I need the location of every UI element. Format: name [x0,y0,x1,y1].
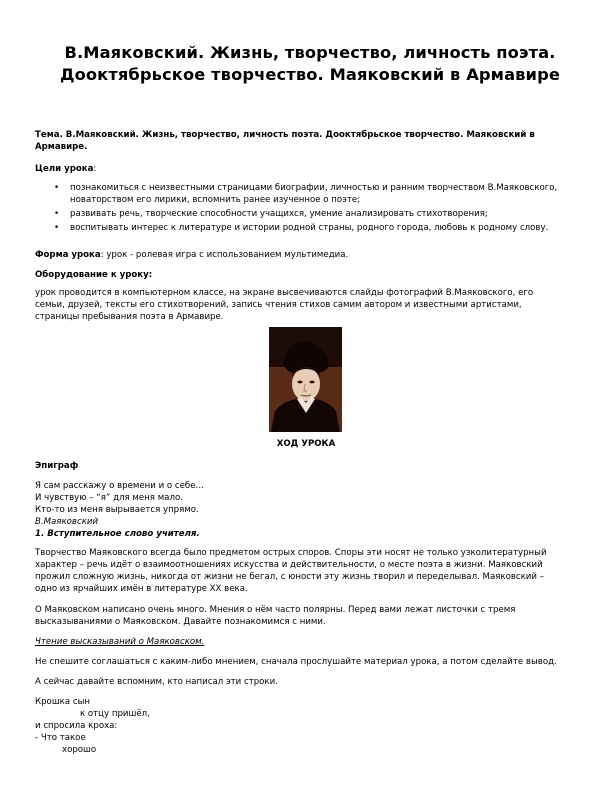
reading-quotes-link[interactable]: Чтение высказываний о Маяковском. [35,637,205,647]
opinions-paragraph: О Маяковском написано очень много. Мнения о нём часто полярны. Перед вами лежат листочки с тремя высказываниями о Маяковском. Давайте познакомимся с ними. [35,605,516,627]
recall-paragraph: А сейчас давайте вспомним, кто написал эти строки. [35,677,278,687]
intro-step-heading: 1. Вступительное слово учителя. [35,529,200,539]
equipment-heading: Оборудование к уроку: [35,270,153,280]
bullet-icon: • [54,209,60,219]
poem-line: хорошо [62,745,97,755]
bullet-icon: • [54,223,60,233]
epigraph-line: Кто-то из меня вырывается упрямо. [35,505,199,515]
poem-line: к отцу пришёл, [80,709,150,719]
goal-item: • познакомиться с неизвестными страницами биографии, личностью и ранним творчеством В.Маяковского, новаторством его лирики, вспомнить ранее изученное о поэте; [54,183,558,205]
poem-line: - Что такое [35,733,86,743]
epigraph-quote [35,480,580,540]
topic-line-1: Тема. В.Маяковский. Жизнь, творчество, личность поэта. Дооктябрьское творчество. Маяковский в [35,130,535,140]
goals-list [35,182,580,236]
poem-line: Крошка сын [35,697,90,707]
lesson-progress-heading: ХОД УРОКА [276,439,336,449]
topic-paragraph [35,129,580,153]
goal-item: • воспитывать интерес к литературе и истории родной страны, родного города, любовь к родному слову. [54,223,549,233]
epigraph-heading: Эпиграф [35,461,79,471]
lesson-form: Форма урока: урок - ролевая игра с использованием мультимедиа. [35,250,349,260]
advice-paragraph: Не спешите соглашаться с каким-либо мнением, сначала прослушайте материал урока, а потом сделайте вывод. [35,657,557,667]
goals-heading: Цели урока: [35,164,97,174]
epigraph-line: Я сам расскажу о времени и о себе… [35,481,205,491]
topic-line-2: Армавире. [35,142,88,152]
title-line-1: В.Маяковский. Жизнь, творчество, личность поэта. [64,43,556,62]
poem-excerpt [35,696,580,756]
epigraph-author: В.Маяковский [35,517,99,527]
goal-item: • развивать речь, творческие способности учащихся, умение анализировать стихотворения; [54,209,488,219]
poem-line: и спросила кроха: [35,721,118,731]
title-line-2: Дооктябрьское творчество. Маяковский в Армавире [60,65,560,84]
epigraph-line: И чувствую – “я” для меня мало. [35,493,183,503]
page-title [40,42,580,86]
intro-paragraph: Творчество Маяковского всегда было предметом острых споров. Споры эти носят не только узколитературный характер – речь идёт о взаимоотношениях искусства и действительности, о месте поэта в жизни. Маяковский прожил сложную жизнь, никогда от жизни не бегал, с юности эту жизнь творил и переделывал. Маяковский – одно из ярчайших имён в литературе XX века. [35,548,547,594]
equipment-paragraph: урок проводится в компьютерном классе, на экране высвечиваются слайды фотографий В.Маяковского, его семьи, друзей, тексты его стихотворений, запись чтения стихов самим автором и известными артистами, страницы пребывания поэта в Армавире. [35,288,534,322]
bullet-icon: • [54,183,60,193]
poet-portrait-image [269,327,342,432]
